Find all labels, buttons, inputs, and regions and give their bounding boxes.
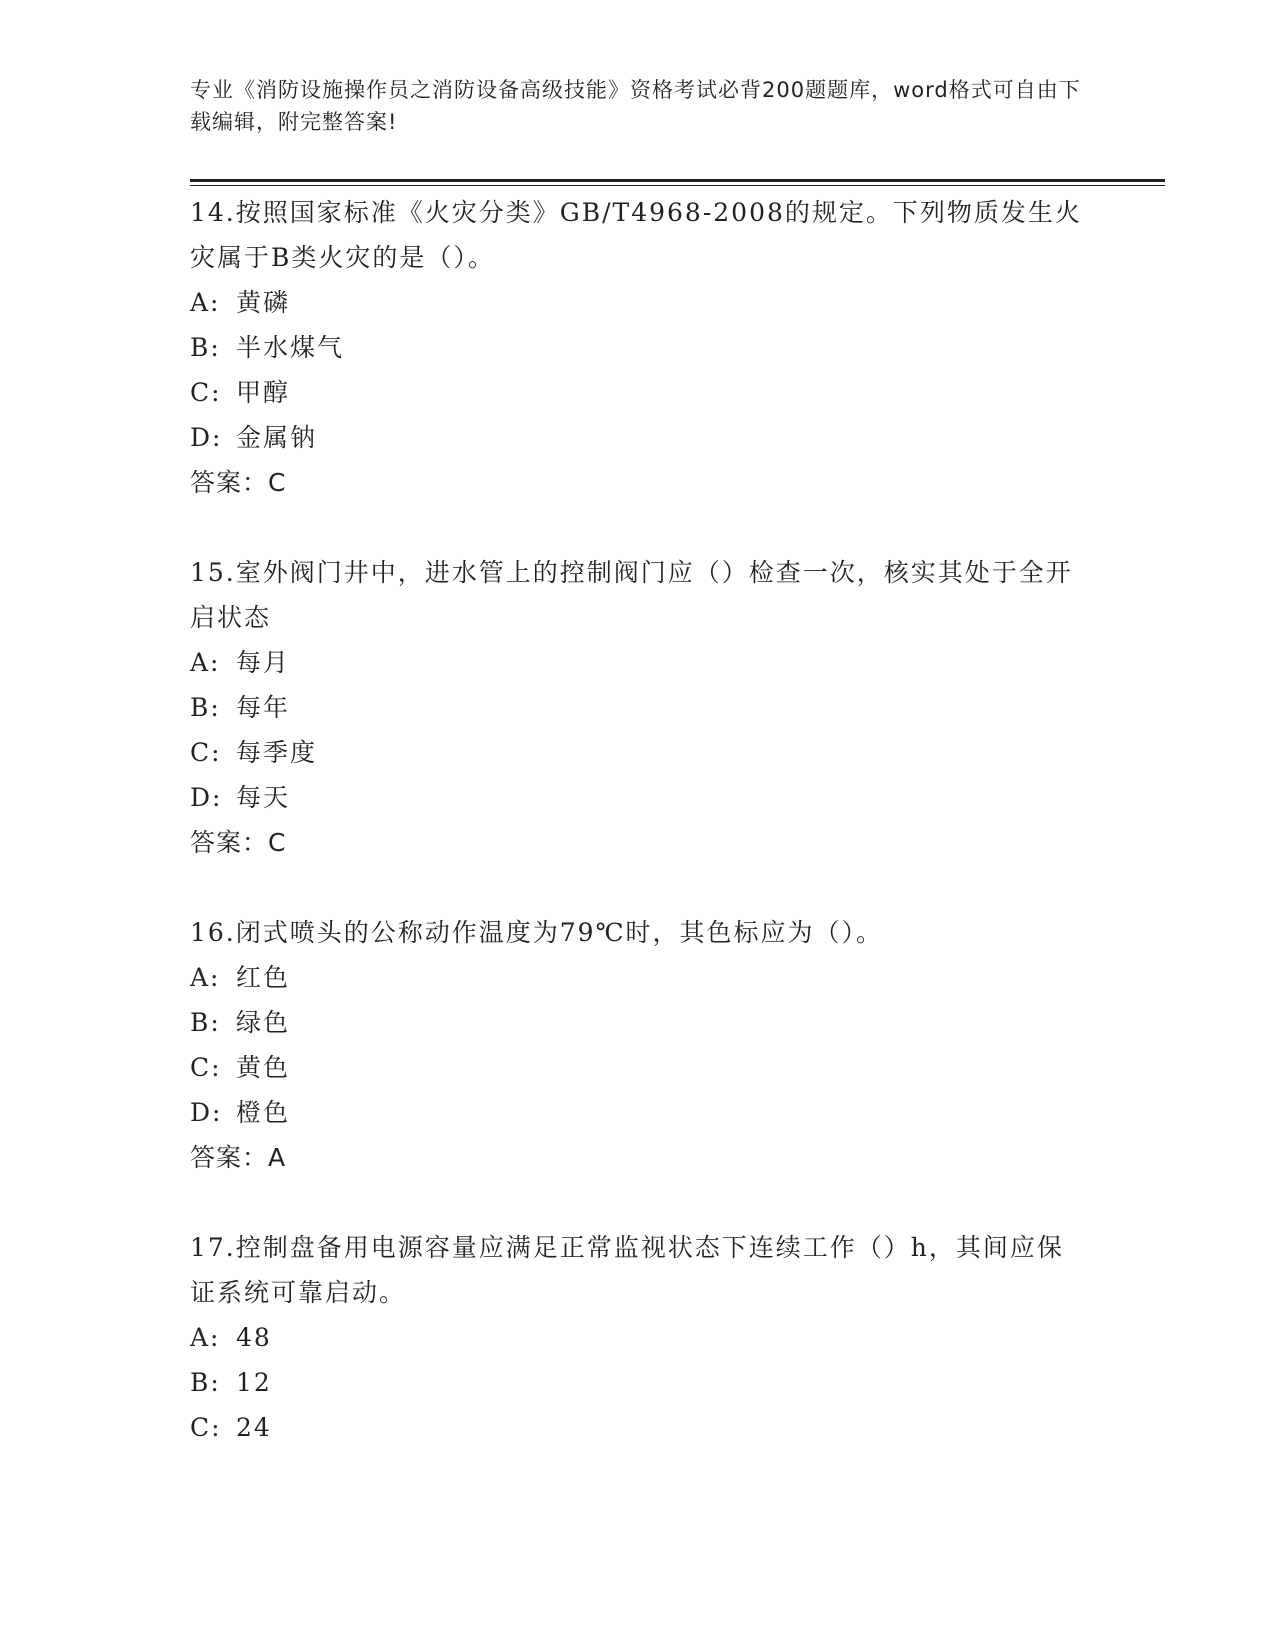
- option-key: A:: [190, 963, 221, 992]
- option-text: 甲醇: [236, 378, 291, 407]
- question-16: [190, 910, 1090, 1180]
- question-stem: 15.室外阀门井中，进水管上的控制阀门应（）检查一次，核实其处于全开启状态: [190, 558, 1073, 632]
- option-a: [190, 1315, 1090, 1360]
- option-key: D:: [190, 423, 223, 452]
- option-text: 半水煤气: [236, 333, 345, 362]
- option-key: B:: [190, 693, 221, 722]
- option-text: 黄磷: [236, 288, 291, 317]
- option-key: B:: [190, 333, 221, 362]
- option-b: [190, 685, 1090, 730]
- option-key: A:: [190, 1323, 221, 1352]
- option-key: C:: [190, 738, 222, 767]
- option-c: [190, 1405, 1090, 1450]
- option-text: 黄色: [236, 1053, 291, 1082]
- option-key: C:: [190, 1413, 222, 1442]
- answer-line: 答案：A: [190, 1143, 287, 1172]
- option-key: C:: [190, 378, 222, 407]
- option-text: 每月: [236, 648, 291, 677]
- option-a: [190, 640, 1090, 685]
- option-c: [190, 730, 1090, 775]
- option-text: 橙色: [236, 1098, 291, 1127]
- question-17: [190, 1225, 1090, 1450]
- answer-line: 答案：C: [190, 828, 287, 857]
- header-divider-thin: [190, 185, 1165, 186]
- question-14: [190, 190, 1090, 505]
- option-text: 12: [236, 1368, 272, 1397]
- option-text: 每季度: [236, 738, 318, 767]
- option-b: [190, 1000, 1090, 1045]
- option-text: 绿色: [236, 1008, 291, 1037]
- question-stem: 16.闭式喷头的公称动作温度为79℃时，其色标应为（）。: [190, 918, 884, 947]
- option-c: [190, 370, 1090, 415]
- option-key: D:: [190, 1098, 223, 1127]
- option-b: [190, 325, 1090, 370]
- question-stem: 14.按照国家标准《火灾分类》GB/T4968-2008的规定。下列物质发生火灾属于B类火灾的是（）。: [190, 198, 1082, 272]
- header-divider-thick: [190, 179, 1165, 182]
- option-text: 48: [236, 1323, 272, 1352]
- question-stem: 17.控制盘备用电源容量应满足正常监视状态下连续工作（）h，其间应保证系统可靠启动。: [190, 1233, 1064, 1307]
- option-a: [190, 955, 1090, 1000]
- option-key: B:: [190, 1368, 221, 1397]
- answer-line: 答案：C: [190, 468, 287, 497]
- option-key: C:: [190, 1053, 222, 1082]
- option-b: [190, 1360, 1090, 1405]
- option-text: 每年: [236, 693, 291, 722]
- option-text: 金属钠: [236, 423, 318, 452]
- option-text: 每天: [236, 783, 291, 812]
- option-d: [190, 775, 1090, 820]
- option-key: A:: [190, 648, 221, 677]
- option-key: B:: [190, 1008, 221, 1037]
- question-15: [190, 550, 1090, 865]
- option-c: [190, 1045, 1090, 1090]
- option-a: [190, 280, 1090, 325]
- option-key: D:: [190, 783, 223, 812]
- option-d: [190, 415, 1090, 460]
- option-d: [190, 1090, 1090, 1135]
- document-header: 专业《消防设施操作员之消防设备高级技能》资格考试必背200题题库，word格式可自由下载编辑，附完整答案!: [190, 78, 1081, 134]
- option-text: 红色: [236, 963, 291, 992]
- option-key: A:: [190, 288, 221, 317]
- option-text: 24: [236, 1413, 272, 1442]
